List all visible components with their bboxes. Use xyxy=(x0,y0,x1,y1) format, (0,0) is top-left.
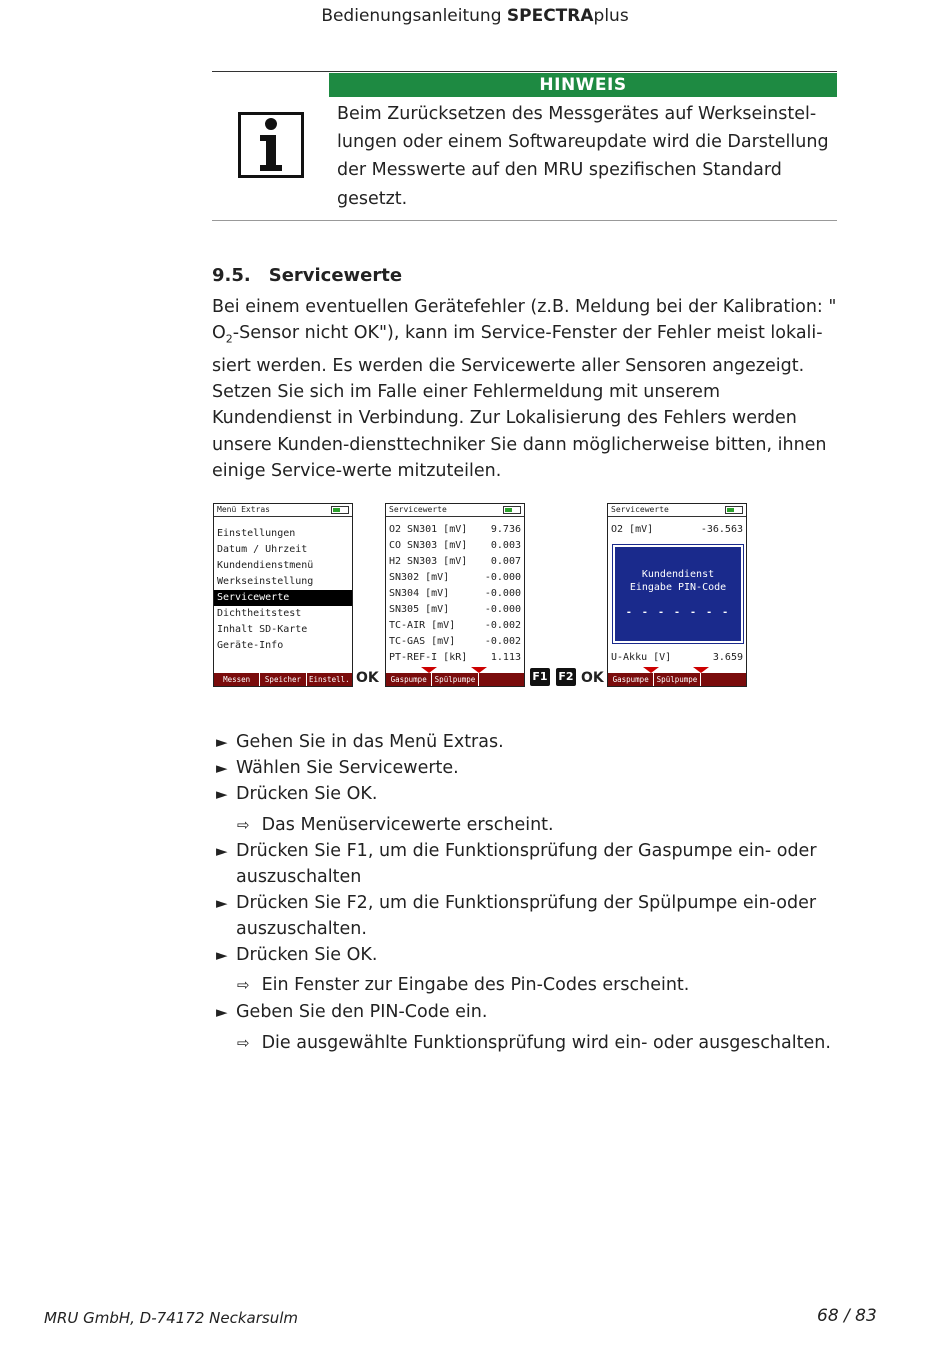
softkey-bar xyxy=(214,673,352,686)
softkey-label[interactable]: Gaspumpe xyxy=(608,673,654,686)
step-text: Wählen Sie Servicewerte. xyxy=(236,758,459,778)
screen-menu-extras xyxy=(213,503,353,687)
result-item xyxy=(237,812,554,838)
value-row xyxy=(386,570,524,586)
note-label: HINWEIS xyxy=(329,73,837,97)
service-values xyxy=(608,517,746,538)
value-row xyxy=(386,586,524,602)
step-text: Drücken Sie F2, um die Funktionsprüfung der Spülpumpe ein-oder auszuschalten. xyxy=(236,893,817,939)
screen-title xyxy=(386,504,524,517)
step-text: Drücken Sie OK. xyxy=(236,784,378,804)
value-number: 0.007 xyxy=(490,556,521,567)
result-text: Das Menüservicewerte erscheint. xyxy=(261,815,554,835)
ok-key-label: OK xyxy=(356,670,379,686)
value-label: SN305 [mV] xyxy=(389,604,450,615)
action-arrow-icon: ► xyxy=(216,842,228,860)
value-label: PT-REF-I [kR] xyxy=(389,652,468,663)
value-row xyxy=(608,652,746,663)
menu-item[interactable]: Kundendienstmenü xyxy=(217,560,314,571)
value-label: TC-GAS [mV] xyxy=(389,636,456,647)
value-row xyxy=(386,554,524,570)
action-arrow-icon: ► xyxy=(216,946,228,964)
value-row xyxy=(386,634,524,650)
softkey-label[interactable]: Spülpumpe xyxy=(654,673,700,686)
info-icon xyxy=(238,112,304,178)
value-label: TC-AIR [mV] xyxy=(389,620,456,631)
menu-list xyxy=(214,517,352,654)
page-number: 68 / 83 xyxy=(817,1306,877,1326)
softkey-label[interactable]: Speicher xyxy=(260,673,306,686)
result-item xyxy=(237,1030,831,1056)
screen-title-text: Menü Extras xyxy=(217,505,270,514)
value-label: O2 [mV] xyxy=(611,524,654,535)
result-text: Die ausgewählte Funktionsprüfung wird ein- oder ausgeschalten. xyxy=(261,1033,831,1053)
footer-company: MRU GmbH, D-74172 Neckarsulm xyxy=(44,1309,298,1327)
value-number: -0.000 xyxy=(484,604,521,615)
result-arrow-icon: ⇨ xyxy=(237,976,250,994)
note-text-last: gesetzt. xyxy=(337,189,408,209)
battery-icon xyxy=(331,506,349,514)
value-number: -0.000 xyxy=(484,572,521,583)
step-item xyxy=(216,890,836,942)
para-subscript: 2 xyxy=(225,332,233,346)
menu-item[interactable]: Werkseinstellung xyxy=(217,576,314,587)
pin-dialog-title: Kundendienst xyxy=(641,569,715,580)
value-label: SN302 [mV] xyxy=(389,572,450,583)
service-values xyxy=(386,517,524,666)
action-arrow-icon: ► xyxy=(216,894,228,912)
value-number: 1.113 xyxy=(490,652,521,663)
step-text: Gehen Sie in das Menü Extras. xyxy=(236,732,504,752)
step-text: Geben Sie den PIN-Code ein. xyxy=(236,1002,488,1022)
action-arrow-icon: ► xyxy=(216,785,228,803)
result-text: Ein Fenster zur Eingabe des Pin-Codes erscheint. xyxy=(261,975,690,995)
result-item xyxy=(237,972,689,998)
value-number: -0.000 xyxy=(484,588,521,599)
header-brand-bold: SPECTRA xyxy=(506,6,594,26)
header-brand-rest: plus xyxy=(593,6,629,26)
value-label: H2 SN303 [mV] xyxy=(389,556,468,567)
action-arrow-icon: ► xyxy=(216,759,228,777)
battery-icon xyxy=(503,506,521,514)
step-text: Drücken Sie OK. xyxy=(236,945,378,965)
value-number: -0.002 xyxy=(484,620,521,631)
softkey-bar xyxy=(608,673,746,686)
softkey-blank xyxy=(479,673,524,686)
pin-dialog[interactable] xyxy=(613,545,743,643)
softkey-bar xyxy=(386,673,524,686)
value-row xyxy=(386,650,524,666)
note-top-rule xyxy=(212,71,837,72)
screen-title-text: Servicewerte xyxy=(611,505,669,514)
menu-item[interactable]: Geräte-Info xyxy=(217,640,284,651)
value-number: -36.563 xyxy=(700,524,743,535)
screen-title-text: Servicewerte xyxy=(389,505,447,514)
screen-title xyxy=(214,504,352,517)
softkey-label[interactable]: Einstell. xyxy=(309,675,350,684)
screen-title xyxy=(608,504,746,517)
menu-item[interactable]: Dichtheitstest xyxy=(217,608,302,619)
f1-key-icon: F1 xyxy=(530,668,550,686)
value-row xyxy=(386,522,524,538)
page-header xyxy=(0,6,950,26)
value-row xyxy=(608,522,746,538)
note-bottom-rule xyxy=(212,220,837,221)
menu-item-selected[interactable]: Servicewerte xyxy=(214,590,352,606)
softkey-blank xyxy=(701,673,746,686)
action-arrow-icon: ► xyxy=(216,733,228,751)
screen-pin-entry xyxy=(607,503,747,687)
pin-input[interactable]: - - - - - - - xyxy=(625,607,731,618)
screen-servicewerte xyxy=(385,503,525,687)
section-paragraph xyxy=(212,294,842,484)
pin-dialog-prompt: Eingabe PIN-Code xyxy=(629,582,727,593)
result-arrow-icon: ⇨ xyxy=(237,816,250,834)
value-number: 0.003 xyxy=(490,540,521,551)
para-part-b: -Sensor nicht OK"), kann im Service-Fenster der Fehler meist lokali-siert werden. Es werden die Servicewerte aller Sensoren angezeigt. Setzen Sie sich im Falle einer Fehlermeldung mit unserem Kundendienst in Verbindung. Zur Lokalisierung des Fehlers werden unsere Kunden-diensttechniker Sie dann möglicherweise bitten, ihnen einige Service-werte mitzuteilen. xyxy=(212,323,827,481)
value-row xyxy=(386,602,524,618)
result-arrow-icon: ⇨ xyxy=(237,1034,250,1052)
step-item xyxy=(216,781,836,807)
menu-item[interactable]: Inhalt SD-Karte xyxy=(217,624,308,635)
step-item xyxy=(216,838,836,890)
softkey-label[interactable]: Gaspumpe xyxy=(386,673,432,686)
ok-key-label: OK xyxy=(581,670,604,686)
action-arrow-icon: ► xyxy=(216,1003,228,1021)
header-prefix: Bedienungsanleitung xyxy=(321,6,507,26)
value-number: -0.002 xyxy=(484,636,521,647)
value-label: CO SN303 [mV] xyxy=(389,540,468,551)
f2-key-icon: F2 xyxy=(556,668,576,686)
value-row xyxy=(386,618,524,634)
battery-icon xyxy=(725,506,743,514)
para-part-a: Bei einem eventuellen Gerätefehler (z.B. Meldung bei der Kalibration: " O xyxy=(212,297,837,344)
value-label: O2 SN301 [mV] xyxy=(389,524,468,535)
section-title: 9.5. Servicewerte xyxy=(212,265,403,286)
step-item xyxy=(216,942,836,968)
menu-item[interactable]: Einstellungen xyxy=(217,528,296,539)
value-label: SN304 [mV] xyxy=(389,588,450,599)
note-text: Beim Zurücksetzen des Messgerätes auf Werkseinstel-lungen oder einem Softwareupdate wird die Darstellung der Messwerte auf den MRU spezifischen Standard xyxy=(337,104,829,180)
step-text: Drücken Sie F1, um die Funktionsprüfung der Gaspumpe ein- oder auszuschalten xyxy=(236,841,817,887)
softkey-label[interactable]: Messen xyxy=(214,673,260,686)
value-label: U-Akku [V] xyxy=(611,652,672,663)
step-item xyxy=(216,755,836,781)
value-number: 9.736 xyxy=(490,524,521,535)
step-item xyxy=(216,729,836,755)
menu-item[interactable]: Datum / Uhrzeit xyxy=(217,544,308,555)
value-number: 3.659 xyxy=(712,652,743,663)
softkey-label[interactable]: Spülpumpe xyxy=(432,673,478,686)
value-row xyxy=(386,538,524,554)
step-item xyxy=(216,999,836,1025)
